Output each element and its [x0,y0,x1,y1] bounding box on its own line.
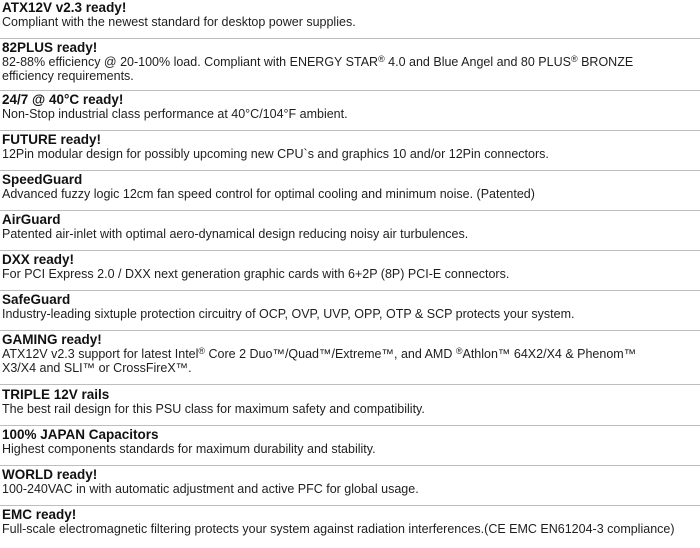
feature-triple-12v [0,387,700,426]
registered-mark: ® [455,346,463,356]
feature-description: Advanced fuzzy logic 12cm fan speed control for optimal cooling and minimum noise. (Patented) [2,187,535,201]
feature-description: For PCI Express 2.0 / DXX next generation graphic cards with 6+2P (8P) PCI-E connectors. [2,267,510,281]
feature-world [0,467,700,506]
feature-title: FUTURE ready! [2,132,102,147]
feature-description: Industry-leading sixtuple protection circuitry of OCP, OVP, UVP, OPP, OTP & SCP protects your system. [2,307,575,321]
feature-description: Patented air-inlet with optimal aero-dynamical design reducing noisy air turbulences. [2,227,469,241]
feature-description: Full-scale electromagnetic filtering protects your system against radiation interferences.(CE EMC EN61204-3 compliance) [2,522,675,536]
registered-mark: ® [198,346,206,356]
feature-description: 82-88% efficiency @ 20-100% load. Compliant with ENERGY STAR® 4.0 and Blue Angel and 80 PLUS® BRONZE efficiency requirements. [2,54,634,83]
feature-title: SafeGuard [2,292,71,307]
feature-japan-capacitors [0,427,700,466]
feature-description: ATX12V v2.3 support for latest Intel® Core 2 Duo™/Quad™/Extreme™, and AMD ®Athlon™ 64X2/X4 & Phenom™ X3/X4 and SLI™ or CrossFireX™. [2,346,637,375]
feature-emc [0,507,700,547]
feature-description: The best rail design for this PSU class for maximum safety and compatibility. [2,402,425,416]
feature-atx12v [0,0,700,39]
feature-title: EMC ready! [2,507,77,522]
feature-description: 12Pin modular design for possibly upcoming new CPU`s and graphics 10 and/or 12Pin connectors. [2,147,549,161]
feature-title: SpeedGuard [2,172,83,187]
feature-title: WORLD ready! [2,467,98,482]
feature-gaming [0,332,700,385]
feature-title: 100% JAPAN Capacitors [2,427,159,442]
feature-description: Highest components standards for maximum durability and stability. [2,442,376,456]
feature-title: GAMING ready! [2,332,102,347]
feature-24-7 [0,92,700,131]
feature-title: TRIPLE 12V rails [2,387,110,402]
feature-speedguard [0,172,700,211]
feature-title: AirGuard [2,212,61,227]
feature-title: 82PLUS ready! [2,40,98,55]
registered-mark: ® [378,54,385,64]
feature-safeguard [0,292,700,331]
feature-future [0,132,700,171]
feature-title: 24/7 @ 40°C ready! [2,92,124,107]
feature-airguard [0,212,700,251]
feature-description: Non-Stop industrial class performance at 40°C/104°F ambient. [2,107,348,121]
feature-description: Compliant with the newest standard for desktop power supplies. [2,15,356,29]
feature-title: ATX12V v2.3 ready! [2,0,127,15]
registered-mark: ® [570,54,578,64]
feature-dxx [0,252,700,291]
feature-title: DXX ready! [2,252,75,267]
feature-description: 100-240VAC in with automatic adjustment and active PFC for global usage. [2,482,419,496]
feature-82plus [0,40,700,91]
